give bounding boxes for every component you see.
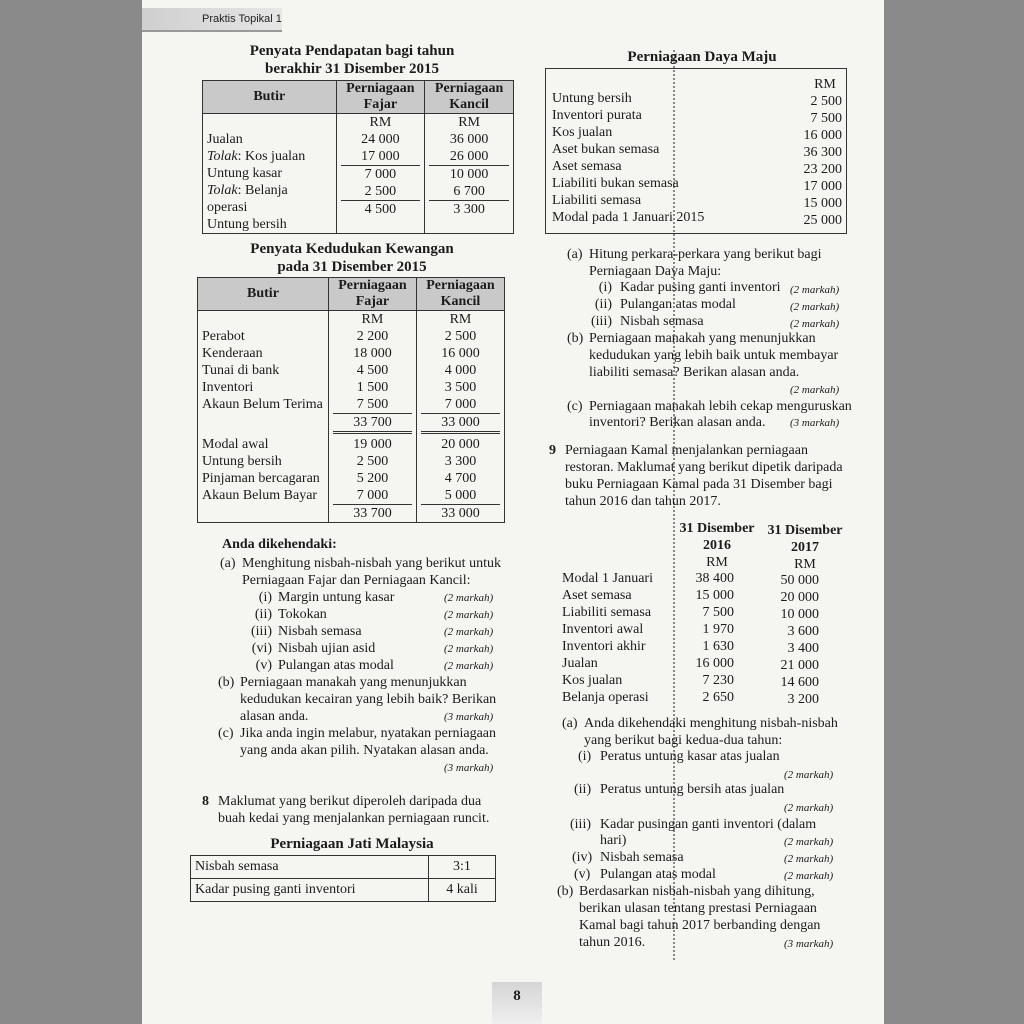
- q9-label: Jualan: [562, 656, 598, 671]
- bs-asset-kancil: RM 2 500 16 000 4 000 3 500 7 000 33 000: [416, 311, 504, 435]
- q9-iii-text2: hari): [600, 833, 627, 848]
- q9-label: Inventori akhir: [562, 639, 646, 654]
- daya-value: 7 500: [810, 111, 842, 126]
- q8-item-num: (ii): [594, 297, 612, 312]
- q9-value-2016: 16 000: [695, 656, 734, 671]
- q8-c-line2: inventori? Berikan alasan anda.: [589, 415, 766, 430]
- q9-a-line1: Anda dikehendaki menghitung nisbah-nisbah: [584, 716, 838, 731]
- q9-value-2017: 21 000: [780, 658, 819, 673]
- col-header-kancil: Perniagaan Kancil: [425, 81, 514, 114]
- q9-number: 9: [549, 443, 556, 458]
- q9-label: Modal 1 Januari: [562, 571, 653, 586]
- q7-c-label: (c): [218, 726, 234, 741]
- balance-sheet-title: [197, 240, 507, 276]
- q7-a-label: (a): [220, 556, 236, 571]
- q7-item-num: (i): [258, 590, 272, 605]
- daya-label: Kos jualan: [552, 125, 613, 140]
- jati-label: Nisbah semasa: [191, 856, 429, 879]
- jati-title: Perniagaan Jati Malaysia: [270, 836, 434, 852]
- q7-item-text: Nisbah semasa: [278, 624, 362, 639]
- q9-col2-unit: RM: [794, 557, 816, 572]
- q7-item-text: Tokokan: [278, 607, 327, 622]
- q8-item-mark: (2 markah): [790, 318, 840, 330]
- q8-b-line1: Perniagaan manakah yang menunjukkan: [589, 331, 816, 346]
- q9-b-line1: Berdasarkan nisbah-nisbah yang dihitung,: [579, 884, 815, 899]
- q9-value-2017: 50 000: [780, 573, 819, 588]
- q9-ii-mark: (2 markah): [784, 802, 834, 814]
- q7-a-line1: Menghitung nisbah-nisbah yang berikut untuk: [242, 556, 501, 571]
- daya-label: Modal pada 1 Januari 2015: [552, 210, 705, 225]
- q9-line1: Perniagaan Kamal menjalankan perniagaan: [565, 443, 808, 458]
- q7-b-line3: alasan anda.: [240, 709, 309, 724]
- q8-b-mark: (2 markah): [790, 384, 840, 396]
- daya-label: Inventori purata: [552, 108, 642, 123]
- q9-iv-text: Nisbah semasa: [600, 850, 684, 865]
- bs-liab-labels: Modal awal Untung bersih Pinjaman bercagaran Akaun Belum Bayar: [198, 434, 329, 523]
- q9-label: Belanja operasi: [562, 690, 649, 705]
- daya-value: 23 200: [803, 162, 842, 177]
- q7-item-mark: (2 markah): [444, 626, 494, 638]
- q9-label: Inventori awal: [562, 622, 644, 637]
- q8-b-line2: kedudukan yang lebih baik untuk membayar: [589, 348, 839, 363]
- bs-col-header-kancil: Perniagaan Kancil: [416, 278, 504, 311]
- q9-i-num: (i): [578, 749, 592, 764]
- q9-col1-unit: RM: [706, 555, 728, 570]
- q9-iii-mark: (2 markah): [784, 836, 834, 848]
- q7-b-line2: kedudukan kecairan yang lebih baik? Berikan: [240, 692, 497, 707]
- q8-item-num: (i): [598, 280, 612, 295]
- jati-label: Kadar pusing ganti inventori: [191, 879, 429, 902]
- balance-sheet-table: [197, 277, 505, 523]
- q8-item-num: (iii): [591, 314, 612, 329]
- daya-label: Aset bukan semasa: [552, 142, 660, 157]
- bs-asset-fajar: RM 2 200 18 000 4 500 1 500 7 500 33 700: [328, 311, 416, 435]
- q8-line2: buah kedai yang menjalankan perniagaan runcit.: [218, 811, 490, 826]
- header-tab: [142, 8, 282, 32]
- daya-label: Aset semasa: [552, 159, 622, 174]
- q9-iii-num: (iii): [570, 817, 591, 832]
- q9-label: Kos jualan: [562, 673, 623, 688]
- daya-unit: RM: [814, 77, 836, 92]
- bs-asset-labels: Perabot Kenderaan Tunai di bank Inventori Akaun Belum Terima: [198, 311, 329, 435]
- q7-item-text: Nisbah ujian asid: [278, 641, 376, 656]
- q9-value-2016: 2 650: [702, 690, 734, 705]
- q8-c-line1: Perniagaan manakah lebih cekap menguruskan: [589, 399, 852, 414]
- q7-b-label: (b): [218, 675, 235, 690]
- q9-b-label: (b): [557, 884, 574, 899]
- q9-value-2017: 3 200: [787, 692, 819, 707]
- balance-title-line1: Penyata Kedudukan Kewangan: [250, 241, 454, 257]
- daya-value: 25 000: [803, 213, 842, 228]
- income-labels: Jualan Tolak: Kos jualan Untung kasar Tolak: Belanja operasi Untung bersih: [203, 114, 337, 234]
- bs-liab-kancil: 20 000 3 300 4 700 5 000 33 000: [416, 434, 504, 523]
- q7-c-mark: (3 markah): [444, 762, 494, 774]
- q8-b-line3: liabiliti semasa? Berikan alasan anda.: [589, 365, 800, 380]
- q9-a-label: (a): [562, 716, 578, 731]
- q7-item-num: (iii): [251, 624, 272, 639]
- col-header-fajar: Perniagaan Fajar: [336, 81, 425, 114]
- jati-table: [190, 855, 496, 902]
- q9-col1-header: 31 Disember 2016: [679, 521, 755, 553]
- q9-label: Aset semasa: [562, 588, 632, 603]
- q7-c-line2: yang anda akan pilih. Nyatakan alasan anda.: [240, 743, 489, 758]
- q9-v-text: Pulangan atas modal: [600, 867, 716, 882]
- q7-item-mark: (2 markah): [444, 643, 494, 655]
- daya-value: 16 000: [803, 128, 842, 143]
- page-number: 8: [513, 988, 521, 1004]
- q9-value-2017: 3 600: [787, 624, 819, 639]
- q9-i-text: Peratus untung kasar atas jualan: [600, 749, 780, 764]
- q8-item-text: Kadar pusing ganti inventori: [620, 280, 781, 295]
- q8-a-label: (a): [567, 247, 583, 262]
- q8-line1: Maklumat yang berikut diperoleh daripada dua: [218, 794, 482, 809]
- income-title-line2: berakhir 31 Disember 2015: [264, 61, 440, 77]
- daya-value: 17 000: [803, 179, 842, 194]
- q9-value-2016: 38 400: [695, 571, 734, 586]
- daya-label: Liabiliti bukan semasa: [552, 176, 679, 191]
- q8-number: 8: [202, 794, 209, 809]
- q9-col2-header: 31 Disember 2017: [767, 523, 843, 555]
- q8-item-mark: (2 markah): [790, 284, 840, 296]
- q9-iii-text1: Kadar pusingan ganti inventori (dalam: [600, 817, 817, 832]
- q9-iv-num: (iv): [572, 850, 593, 865]
- jati-value: 4 kali: [429, 879, 496, 902]
- q9-value-2016: 15 000: [695, 588, 734, 603]
- q8-b-label: (b): [567, 331, 584, 346]
- q9-ii-text: Peratus untung bersih atas jualan: [600, 782, 785, 797]
- page-number-tab: [492, 982, 542, 1024]
- income-statement-table: [202, 80, 514, 234]
- daya-value: 36 300: [803, 145, 842, 160]
- daya-label: Liabiliti semasa: [552, 193, 642, 208]
- bs-col-header-fajar: Perniagaan Fajar: [328, 278, 416, 311]
- daya-title: Perniagaan Daya Maju: [627, 49, 777, 65]
- document-page: [142, 0, 884, 1024]
- q9-i-mark: (2 markah): [784, 769, 834, 781]
- jati-value: 3:1: [429, 856, 496, 879]
- q9-line3: buku Perniagaan Kamal pada 31 Disember bagi: [565, 477, 833, 492]
- header-tab-label: Praktis Topikal 1: [202, 13, 282, 25]
- q7-b-line1: Perniagaan manakah yang menunjukkan: [240, 675, 467, 690]
- q7-a-line2: Perniagaan Fajar dan Perniagaan Kancil:: [242, 573, 471, 588]
- daya-value: 2 500: [810, 94, 842, 109]
- q9-b-mark: (3 markah): [784, 938, 834, 950]
- q7-item-mark: (2 markah): [444, 660, 494, 672]
- q7-item-mark: (2 markah): [444, 609, 494, 621]
- q8-item-text: Pulangan atas modal: [620, 297, 736, 312]
- q9-line2: restoran. Maklumat yang berikut dipetik daripada: [565, 460, 843, 475]
- q9-value-2017: 10 000: [780, 607, 819, 622]
- q7-item-num: (ii): [254, 607, 272, 622]
- income-statement-title: [202, 42, 502, 78]
- q7-item-num: (v): [255, 658, 272, 673]
- q9-b-line2: berikan ulasan tentang prestasi Perniagaan: [579, 901, 817, 916]
- q9-line4: tahun 2016 dan tahun 2017.: [565, 494, 721, 509]
- income-kancil-values: RM 36 000 26 000 10 000 6 700 3 300: [425, 114, 514, 234]
- bs-col-header-item: Butir: [198, 278, 329, 311]
- income-fajar-values: RM 24 000 17 000 7 000 2 500 4 500: [336, 114, 425, 234]
- q8-a-line2: Perniagaan Daya Maju:: [589, 264, 722, 279]
- q7-item-text: Margin untung kasar: [278, 590, 395, 605]
- daya-value: 15 000: [803, 196, 842, 211]
- q9-v-num: (v): [574, 867, 591, 882]
- q9-v-mark: (2 markah): [784, 870, 834, 882]
- q8-c-label: (c): [567, 399, 583, 414]
- q8-c-mark: (3 markah): [790, 417, 840, 429]
- q9-a-line2: yang berikut bagi kedua-dua tahun:: [584, 733, 783, 748]
- q9-value-2017: 20 000: [780, 590, 819, 605]
- q7-c-line1: Jika anda ingin melabur, nyatakan perniagaan: [240, 726, 497, 741]
- q8-a-line1: Hitung perkara-perkara yang berikut bagi: [589, 247, 822, 262]
- q8-item-mark: (2 markah): [790, 301, 840, 313]
- q9-value-2017: 14 600: [780, 675, 819, 690]
- income-title-line1: Penyata Pendapatan bagi tahun: [249, 43, 455, 59]
- q8-item-text: Nisbah semasa: [620, 314, 704, 329]
- q9-value-2016: 1 970: [702, 622, 734, 637]
- daya-label: Untung bersih: [552, 91, 632, 106]
- q7-b-mark: (3 markah): [444, 711, 494, 723]
- q9-ii-num: (ii): [574, 782, 592, 797]
- q9-b-line3: Kamal bagi tahun 2017 berbanding dengan: [579, 918, 821, 933]
- q7-intro: Anda dikehendaki:: [222, 537, 337, 552]
- q9-value-2016: 1 630: [702, 639, 734, 654]
- q7-item-text: Pulangan atas modal: [278, 658, 394, 673]
- col-header-item: Butir: [203, 81, 337, 114]
- q9-iv-mark: (2 markah): [784, 853, 834, 865]
- balance-title-line2: pada 31 Disember 2015: [277, 259, 427, 275]
- q9-label: Liabiliti semasa: [562, 605, 652, 620]
- q9-value-2016: 7 230: [702, 673, 734, 688]
- q7-item-num: (vi): [251, 641, 272, 656]
- q9-b-line4: tahun 2016.: [579, 935, 646, 950]
- q9-value-2016: 7 500: [702, 605, 734, 620]
- bs-liab-fajar: 19 000 2 500 5 200 7 000 33 700: [328, 434, 416, 523]
- q9-value-2017: 3 400: [787, 641, 819, 656]
- q7-item-mark: (2 markah): [444, 592, 494, 604]
